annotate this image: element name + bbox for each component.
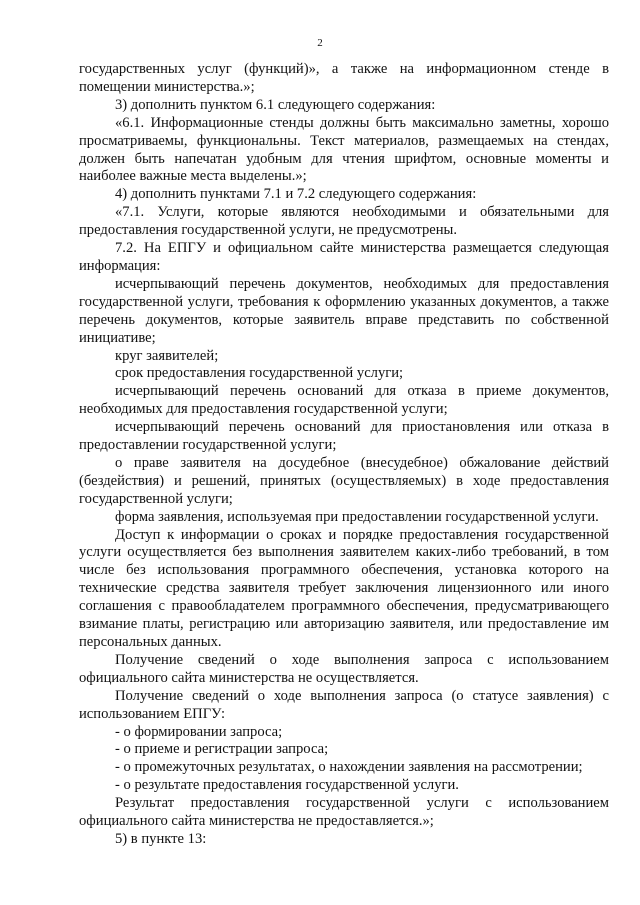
paragraph-status-site: Получение сведений о ходе выполнения запроса с использованием официального сайта министерства не осуществляется. [79, 651, 609, 686]
list-item-documents: исчерпывающий перечень документов, необходимых для предоставления государственной услуги, требования к оформлению указанных документов, а также перечень документов, которые заявитель вправе представить по собственной инициативе; [79, 275, 609, 346]
paragraph-amendment-3: 3) дополнить пунктом 6.1 следующего содержания: [115, 96, 436, 113]
paragraph-clause-7-2: 7.2. На ЕПГУ и официальном сайте министерства размещается следующая информация: [79, 240, 609, 274]
list-item-form: форма заявления, используемая при предоставлении государственной услуги. [115, 508, 599, 525]
status-item-formation: - о формировании запроса; [115, 723, 283, 740]
list-item-suspension: исчерпывающий перечень оснований для приостановления или отказа в предоставлении государственной услуги; [79, 419, 609, 454]
document-body [79, 61, 609, 849]
status-item-result: - о результате предоставления государственной услуги. [115, 777, 459, 794]
paragraph-status-epgu: Получение сведений о ходе выполнения запроса (о статусе заявления) с использованием ЕПГУ: [79, 687, 609, 722]
list-item-refusal-acceptance: исчерпывающий перечень оснований для отказа в приеме документов, необходимых для предоставления государственной услуги; [79, 383, 609, 418]
list-item-applicants: круг заявителей; [115, 347, 219, 364]
status-item-intermediate: - о промежуточных результатах, о нахождении заявления на рассмотрении; [115, 759, 583, 776]
paragraph-access: Доступ к информации о сроках и порядке предоставления государственной услуги осуществляется без выполнения заявителем каких-либо требований, в том числе без использования программного обеспечения, установка которого на технические средства заявителя требует заключения лицензионного или иного соглашения с правообладателем программного обеспечения, предусматривающего взимание платы, регистрацию или авторизацию заявителя, или предоставление им персональных данных. [79, 526, 609, 650]
status-item-registration: - о приеме и регистрации запроса; [115, 741, 329, 758]
paragraph-clause-6-1: «6.1. Информационные стенды должны быть максимально заметны, хорошо просматриваемы, функциональны. Текст материалов, размещаемых на стендах, должен быть напечатан удобным для чтения шрифтом, основные моменты и наиболее важные места выделены.»; [79, 114, 609, 185]
paragraph-clause-7-1: «7.1. Услуги, которые являются необходимыми и обязательными для предоставления государственной услуги, не предусмотрены. [79, 204, 609, 239]
paragraph-amendment-4: 4) дополнить пунктами 7.1 и 7.2 следующего содержания: [115, 186, 477, 203]
paragraph-continuation: государственных услуг (функций)», а также на информационном стенде в помещении министерства.»; [79, 61, 609, 95]
list-item-appeal: о праве заявителя на досудебное (внесудебное) обжалование действий (бездействия) и решений, принятых (осуществляемых) в ходе предоставления государственной услуги; [79, 454, 609, 507]
paragraph-result-site: Результат предоставления государственной услуги с использованием официального сайта министерства не предоставляется.»; [79, 795, 609, 830]
paragraph-amendment-5: 5) в пункте 13: [115, 830, 207, 847]
page-number: 2 [317, 37, 323, 49]
list-item-term: срок предоставления государственной услуги; [115, 365, 404, 382]
